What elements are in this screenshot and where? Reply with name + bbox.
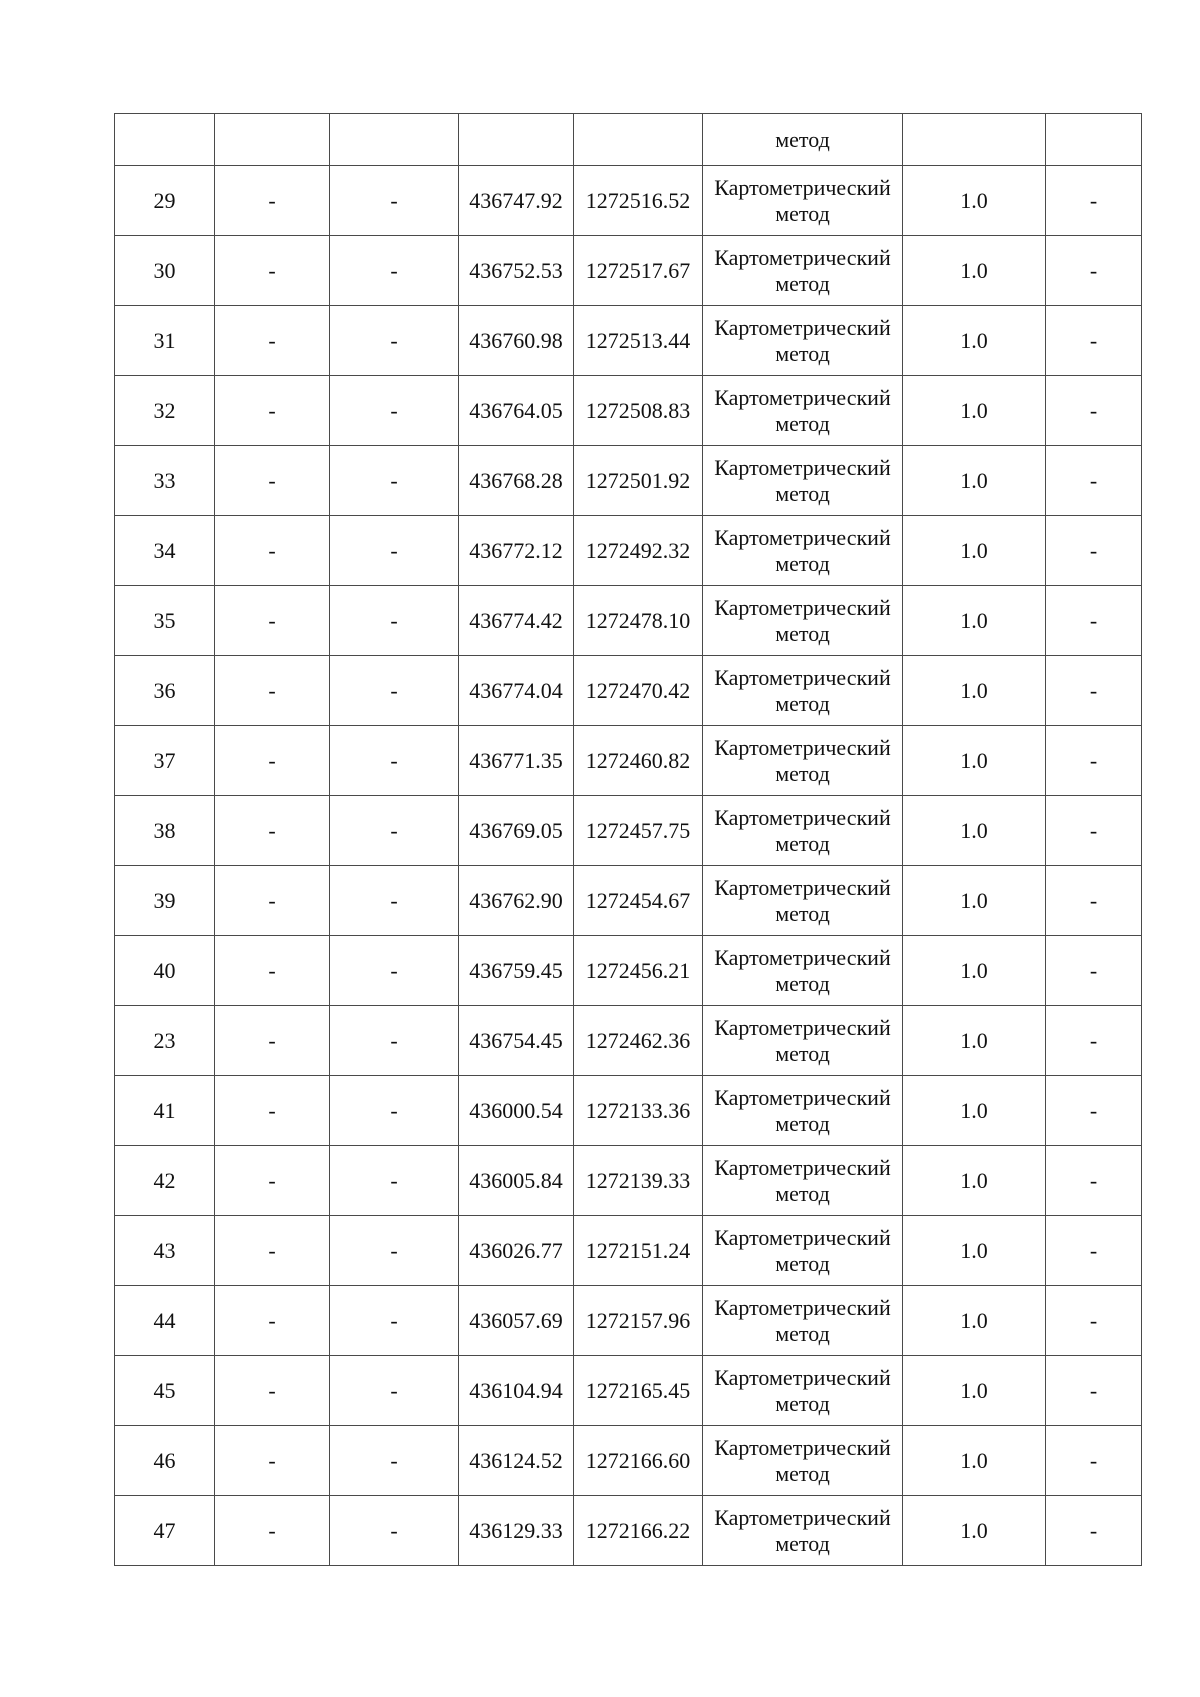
cell-y-coordinate: 1272478.10 [574, 586, 703, 656]
cell-y-coordinate: 1272516.52 [574, 166, 703, 236]
cell-method [703, 306, 903, 376]
cell-col8: - [1046, 656, 1142, 726]
cell-col8: - [1046, 376, 1142, 446]
cell-accuracy: 1.0 [903, 866, 1046, 936]
cell-point-number: 42 [115, 1146, 215, 1216]
cell-col2: - [215, 586, 330, 656]
cell-y-coordinate: 1272166.60 [574, 1426, 703, 1496]
cell-accuracy: 1.0 [903, 656, 1046, 726]
cell-col3: - [330, 796, 459, 866]
cell-col8: - [1046, 236, 1142, 306]
cell-x-coordinate: 436129.33 [459, 1496, 574, 1566]
cell-point-number: 37 [115, 726, 215, 796]
table-row [115, 1146, 1142, 1216]
cell-col2: - [215, 936, 330, 1006]
cell-point-number: 46 [115, 1426, 215, 1496]
cell-accuracy: 1.0 [903, 936, 1046, 1006]
cell-col2: - [215, 1356, 330, 1426]
cell-point-number: 36 [115, 656, 215, 726]
cell-col2: - [215, 236, 330, 306]
cell-point-number: 31 [115, 306, 215, 376]
cell-col2: - [215, 1146, 330, 1216]
cell-col2: - [215, 1286, 330, 1356]
cell-accuracy: 1.0 [903, 726, 1046, 796]
cell-col3: - [330, 1006, 459, 1076]
cell-accuracy: 1.0 [903, 376, 1046, 446]
cell-point-number: 44 [115, 1286, 215, 1356]
method-line2: метод [775, 1460, 830, 1486]
cell-col3: - [330, 866, 459, 936]
cell-col3: - [330, 376, 459, 446]
cell-method [703, 376, 903, 446]
method-line2: метод [775, 1320, 830, 1346]
cell-col8: - [1046, 1496, 1142, 1566]
table-row [115, 376, 1142, 446]
method-line2: метод [775, 1530, 830, 1556]
cell-y-coordinate: 1272470.42 [574, 656, 703, 726]
method-continued-text: метод [775, 127, 830, 152]
cell-col8: - [1046, 166, 1142, 236]
method-line2: метод [775, 1250, 830, 1276]
cell-method-continued [703, 114, 903, 166]
cell-x-coordinate: 436762.90 [459, 866, 574, 936]
method-line2: метод [775, 410, 830, 436]
cell-method [703, 516, 903, 586]
cell-col2: - [215, 1216, 330, 1286]
cell-x-coordinate: 436026.77 [459, 1216, 574, 1286]
cell-method [703, 1146, 903, 1216]
cell-col3: - [330, 1426, 459, 1496]
method-line1: Картометрический [714, 244, 891, 270]
cell-point-number: 30 [115, 236, 215, 306]
cell-x-coordinate: 436774.42 [459, 586, 574, 656]
cell-method [703, 796, 903, 866]
cell-method [703, 1356, 903, 1426]
method-line2: метод [775, 830, 830, 856]
cell-col8: - [1046, 1356, 1142, 1426]
cell-y-coordinate: 1272501.92 [574, 446, 703, 516]
cell-accuracy: 1.0 [903, 166, 1046, 236]
cell-y-coordinate: 1272133.36 [574, 1076, 703, 1146]
cell-col8: - [1046, 586, 1142, 656]
cell-accuracy: 1.0 [903, 1216, 1046, 1286]
method-line2: метод [775, 690, 830, 716]
method-line2: метод [775, 1390, 830, 1416]
cell-y-coordinate: 1272454.67 [574, 866, 703, 936]
table-row [115, 586, 1142, 656]
cell-method [703, 1006, 903, 1076]
cell-point-number: 32 [115, 376, 215, 446]
cell-x-coordinate: 436005.84 [459, 1146, 574, 1216]
cell-y-coordinate: 1272517.67 [574, 236, 703, 306]
cell-col8: - [1046, 796, 1142, 866]
cell-y-coordinate: 1272508.83 [574, 376, 703, 446]
cell-y-coordinate: 1272166.22 [574, 1496, 703, 1566]
method-line2: метод [775, 620, 830, 646]
cell-col3: - [330, 1216, 459, 1286]
cell-x-coordinate: 436764.05 [459, 376, 574, 446]
table-row [115, 726, 1142, 796]
method-line1: Картометрический [714, 384, 891, 410]
table-row [115, 236, 1142, 306]
cell-method [703, 726, 903, 796]
cell-col8: - [1046, 1006, 1142, 1076]
cell-col3: - [330, 236, 459, 306]
cell-col2: - [215, 1426, 330, 1496]
cell-x-coordinate: 436754.45 [459, 1006, 574, 1076]
cell-accuracy: 1.0 [903, 796, 1046, 866]
cell-col8: - [1046, 1216, 1142, 1286]
cell-method [703, 586, 903, 656]
cell-col2: - [215, 726, 330, 796]
cell-accuracy: 1.0 [903, 306, 1046, 376]
table-row [115, 936, 1142, 1006]
cell-point-number: 29 [115, 166, 215, 236]
table-body [115, 114, 1142, 1566]
cell-col3: - [330, 446, 459, 516]
table-row [115, 1006, 1142, 1076]
cell-y-coordinate: 1272456.21 [574, 936, 703, 1006]
cell-point-number: 41 [115, 1076, 215, 1146]
table-row [115, 1216, 1142, 1286]
method-line1: Картометрический [714, 1504, 891, 1530]
method-line2: метод [775, 1110, 830, 1136]
method-line2: метод [775, 340, 830, 366]
cell-x-coordinate: 436769.05 [459, 796, 574, 866]
cell-method [703, 936, 903, 1006]
cell-accuracy: 1.0 [903, 1426, 1046, 1496]
cell-y-coordinate: 1272165.45 [574, 1356, 703, 1426]
cell-col8: - [1046, 936, 1142, 1006]
cell-col8: - [1046, 866, 1142, 936]
cell-col2: - [215, 866, 330, 936]
cell-col2: - [215, 306, 330, 376]
table-row [115, 796, 1142, 866]
cell-accuracy: 1.0 [903, 1286, 1046, 1356]
cell-method [703, 1076, 903, 1146]
cell-y-coordinate: 1272151.24 [574, 1216, 703, 1286]
cell-point-number: 35 [115, 586, 215, 656]
cell-col2: - [215, 446, 330, 516]
cell-col8: - [1046, 726, 1142, 796]
cell-x-coordinate: 436759.45 [459, 936, 574, 1006]
cell-x-coordinate: 436760.98 [459, 306, 574, 376]
method-line1: Картометрический [714, 1154, 891, 1180]
method-line1: Картометрический [714, 1224, 891, 1250]
table-row [115, 1286, 1142, 1356]
table-row [115, 166, 1142, 236]
cell-empty [215, 114, 330, 166]
table-row [115, 516, 1142, 586]
cell-accuracy: 1.0 [903, 1356, 1046, 1426]
method-line1: Картометрический [714, 804, 891, 830]
cell-col8: - [1046, 306, 1142, 376]
method-line1: Картометрический [714, 594, 891, 620]
cell-col3: - [330, 1286, 459, 1356]
cell-col2: - [215, 376, 330, 446]
cell-method [703, 656, 903, 726]
table-row [115, 446, 1142, 516]
cell-col3: - [330, 726, 459, 796]
cell-col8: - [1046, 446, 1142, 516]
cell-method [703, 446, 903, 516]
cell-method [703, 166, 903, 236]
cell-col3: - [330, 1496, 459, 1566]
cell-point-number: 43 [115, 1216, 215, 1286]
table-row [115, 1426, 1142, 1496]
method-line1: Картометрический [714, 944, 891, 970]
method-line1: Картометрический [714, 174, 891, 200]
cell-col8: - [1046, 1076, 1142, 1146]
cell-x-coordinate: 436057.69 [459, 1286, 574, 1356]
cell-col3: - [330, 586, 459, 656]
method-line2: метод [775, 760, 830, 786]
cell-method [703, 1496, 903, 1566]
cell-col3: - [330, 1146, 459, 1216]
cell-y-coordinate: 1272460.82 [574, 726, 703, 796]
cell-method [703, 1286, 903, 1356]
cell-accuracy: 1.0 [903, 516, 1046, 586]
cell-y-coordinate: 1272462.36 [574, 1006, 703, 1076]
cell-col8: - [1046, 1426, 1142, 1496]
cell-x-coordinate: 436752.53 [459, 236, 574, 306]
cell-point-number: 38 [115, 796, 215, 866]
cell-empty [574, 114, 703, 166]
cell-point-number: 33 [115, 446, 215, 516]
cell-x-coordinate: 436104.94 [459, 1356, 574, 1426]
table-row [115, 306, 1142, 376]
cell-x-coordinate: 436774.04 [459, 656, 574, 726]
cell-x-coordinate: 436771.35 [459, 726, 574, 796]
method-line1: Картометрический [714, 314, 891, 340]
method-line1: Картометрический [714, 454, 891, 480]
method-line1: Картометрический [714, 734, 891, 760]
cell-x-coordinate: 436124.52 [459, 1426, 574, 1496]
cell-point-number: 39 [115, 866, 215, 936]
method-line1: Картометрический [714, 874, 891, 900]
cell-x-coordinate: 436000.54 [459, 1076, 574, 1146]
cell-x-coordinate: 436772.12 [459, 516, 574, 586]
method-line1: Картометрический [714, 1084, 891, 1110]
cell-point-number: 47 [115, 1496, 215, 1566]
table-row [115, 866, 1142, 936]
cell-method [703, 1216, 903, 1286]
cell-col8: - [1046, 1286, 1142, 1356]
method-line2: метод [775, 970, 830, 996]
method-line1: Картометрический [714, 664, 891, 690]
cell-y-coordinate: 1272513.44 [574, 306, 703, 376]
cell-col3: - [330, 656, 459, 726]
cell-col2: - [215, 1006, 330, 1076]
cell-accuracy: 1.0 [903, 1076, 1046, 1146]
cell-accuracy: 1.0 [903, 1006, 1046, 1076]
cell-x-coordinate: 436768.28 [459, 446, 574, 516]
cell-col3: - [330, 1076, 459, 1146]
cell-point-number: 23 [115, 1006, 215, 1076]
cell-point-number: 40 [115, 936, 215, 1006]
cell-empty [115, 114, 215, 166]
cell-col2: - [215, 1076, 330, 1146]
cell-accuracy: 1.0 [903, 1146, 1046, 1216]
cell-empty [330, 114, 459, 166]
cell-point-number: 45 [115, 1356, 215, 1426]
cell-x-coordinate: 436747.92 [459, 166, 574, 236]
method-line1: Картометрический [714, 524, 891, 550]
cell-empty [903, 114, 1046, 166]
cell-col3: - [330, 166, 459, 236]
cell-col8: - [1046, 516, 1142, 586]
cell-col8: - [1046, 1146, 1142, 1216]
cell-y-coordinate: 1272457.75 [574, 796, 703, 866]
method-line1: Картометрический [714, 1434, 891, 1460]
cell-col2: - [215, 656, 330, 726]
cell-empty [1046, 114, 1142, 166]
method-line2: метод [775, 1180, 830, 1206]
table-row [115, 1076, 1142, 1146]
cell-col2: - [215, 166, 330, 236]
cell-col3: - [330, 936, 459, 1006]
cell-accuracy: 1.0 [903, 1496, 1046, 1566]
table-row [115, 1356, 1142, 1426]
continued-row [115, 114, 1142, 166]
cell-accuracy: 1.0 [903, 236, 1046, 306]
method-line2: метод [775, 550, 830, 576]
cell-y-coordinate: 1272157.96 [574, 1286, 703, 1356]
method-line1: Картометрический [714, 1294, 891, 1320]
method-line2: метод [775, 270, 830, 296]
cell-col2: - [215, 516, 330, 586]
cell-col2: - [215, 1496, 330, 1566]
method-line1: Картометрический [714, 1014, 891, 1040]
coordinates-table [114, 113, 1142, 1566]
cell-col2: - [215, 796, 330, 866]
cell-col3: - [330, 1356, 459, 1426]
cell-y-coordinate: 1272139.33 [574, 1146, 703, 1216]
cell-empty [459, 114, 574, 166]
method-line2: метод [775, 480, 830, 506]
cell-method [703, 1426, 903, 1496]
cell-col3: - [330, 306, 459, 376]
cell-method [703, 866, 903, 936]
cell-method [703, 236, 903, 306]
cell-y-coordinate: 1272492.32 [574, 516, 703, 586]
cell-accuracy: 1.0 [903, 586, 1046, 656]
method-line2: метод [775, 1040, 830, 1066]
table-row [115, 656, 1142, 726]
cell-accuracy: 1.0 [903, 446, 1046, 516]
method-line1: Картометрический [714, 1364, 891, 1390]
method-line2: метод [775, 900, 830, 926]
method-line2: метод [775, 200, 830, 226]
cell-point-number: 34 [115, 516, 215, 586]
cell-col3: - [330, 516, 459, 586]
table-row [115, 1496, 1142, 1566]
